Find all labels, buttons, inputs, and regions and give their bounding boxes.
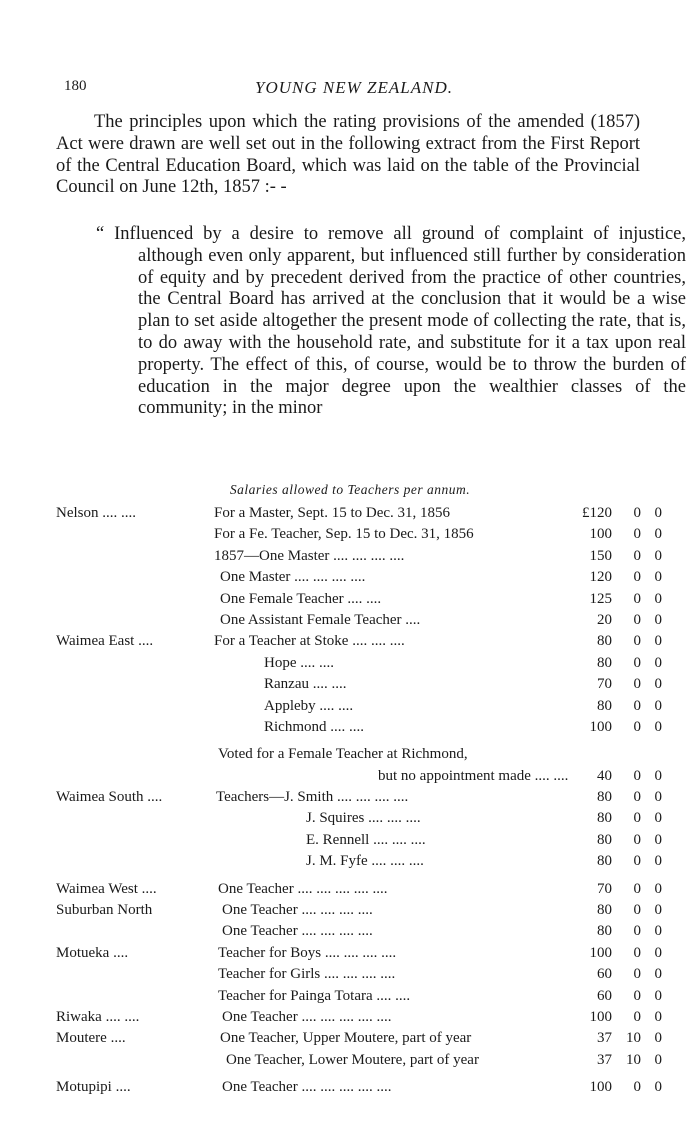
table-row	[56, 766, 666, 787]
row-description: J. Squires .... .... ....	[306, 810, 421, 827]
table-row	[56, 943, 666, 964]
amount-pounds: 80	[597, 789, 612, 806]
row-location: Motupipi ....	[56, 1079, 131, 1096]
amount-pounds: 40	[597, 767, 612, 784]
row-description: One Teacher .... .... .... .... ....	[222, 1008, 392, 1025]
amount-shillings: 0	[633, 966, 641, 983]
amount-shillings: 0	[633, 767, 641, 784]
table-row	[56, 921, 666, 942]
table-row	[56, 830, 666, 851]
row-location: Waimea South ....	[56, 789, 163, 806]
amount-shillings: 0	[633, 1008, 641, 1025]
amount-pounds: 125	[589, 590, 612, 607]
table-row	[56, 610, 666, 631]
table-row	[56, 1028, 666, 1049]
table-row	[56, 744, 666, 765]
row-description: Teacher for Girls .... .... .... ....	[218, 966, 396, 983]
amount-pence: 0	[654, 526, 662, 543]
amount-pounds: £120	[582, 505, 612, 521]
amount-shillings: 0	[633, 880, 641, 897]
table-row	[56, 567, 666, 588]
amount-pounds: 60	[597, 966, 612, 983]
amount-pounds: 80	[597, 831, 612, 848]
amount-shillings: 0	[633, 923, 641, 940]
row-location: Waimea West ....	[56, 880, 157, 897]
table-row	[56, 503, 666, 524]
table-row	[56, 1077, 666, 1098]
row-description: J. M. Fyfe .... .... ....	[306, 853, 424, 870]
row-description: but no appointment made .... ....	[378, 767, 569, 784]
amount-pounds: 100	[589, 944, 612, 961]
row-description: Teachers—J. Smith .... .... .... ....	[216, 789, 409, 806]
amount-shillings: 0	[633, 697, 641, 714]
amount-shillings: 0	[633, 944, 641, 961]
row-description: One Teacher, Lower Moutere, part of year	[226, 1051, 479, 1068]
amount-pence: 0	[654, 987, 662, 1004]
amount-pounds: 120	[589, 569, 612, 586]
row-description: For a Master, Sept. 15 to Dec. 31, 1856	[214, 505, 451, 521]
amount-pounds: 100	[589, 718, 612, 735]
amount-pence: 0	[654, 547, 662, 564]
amount-pence: 0	[654, 697, 662, 714]
row-description: Hope .... ....	[264, 654, 334, 671]
row-description: Teacher for Boys .... .... .... ....	[218, 944, 397, 961]
amount-pounds: 80	[597, 810, 612, 827]
amount-shillings: 0	[633, 1079, 641, 1096]
amount-pence: 0	[654, 654, 662, 671]
table-row	[56, 964, 666, 985]
amount-pence: 0	[654, 611, 662, 628]
amount-pounds: 80	[597, 923, 612, 940]
table-row	[56, 808, 666, 829]
amount-pence: 0	[654, 569, 662, 586]
amount-shillings: 0	[633, 526, 641, 543]
amount-shillings: 0	[633, 590, 641, 607]
table-row	[56, 546, 666, 567]
amount-pounds: 70	[597, 880, 612, 897]
page-header	[64, 78, 644, 102]
amount-pence: 0	[654, 590, 662, 607]
amount-shillings: 0	[633, 505, 641, 521]
amount-pence: 0	[654, 1079, 662, 1096]
amount-pounds: 100	[589, 1008, 612, 1025]
amount-pence: 0	[654, 966, 662, 983]
table-row	[56, 1050, 666, 1071]
row-location: Moutere ....	[56, 1030, 126, 1047]
body-paragraph	[56, 112, 640, 199]
quoted-extract: “ Influenced by a desire to remove all ground of complaint of injustice, although even only apparent, but influenced still further by consideration of equity and by precedent derived from the practice of other countries, the Central Board has arrived at the conclusion that it would be a wise plan to set aside altogether the present mode of collecting the rate, that is, to do away with the household rate, and substitute for it a tax upon real property. The effect of this, of course, would be to throw the burden of education in the major degree upon the wealthier classes of the community; in the minor	[96, 224, 686, 419]
page-number: 180	[64, 78, 87, 94]
amount-shillings: 0	[633, 831, 641, 848]
amount-shillings: 0	[633, 676, 641, 693]
amount-pence: 0	[654, 789, 662, 806]
amount-pence: 0	[654, 1030, 662, 1047]
amount-pounds: 70	[597, 676, 612, 693]
amount-pounds: 150	[589, 547, 612, 564]
running-title: YOUNG NEW ZEALAND.	[255, 78, 453, 97]
row-description: Appleby .... ....	[264, 697, 354, 714]
amount-pounds: 100	[589, 526, 612, 543]
row-description: One Teacher .... .... .... ....	[222, 923, 373, 940]
amount-pounds: 80	[597, 902, 612, 919]
amount-pence: 0	[654, 831, 662, 848]
row-description: One Master .... .... .... ....	[220, 569, 366, 586]
table-row	[56, 900, 666, 921]
amount-pounds: 100	[589, 1079, 612, 1096]
body-paragraph-text: The principles upon which the rating provisions of the amended (1857) Act were drawn are well set out in the following extract from the First Report of the Central Education Board, which was laid on the table of the Provincial Council on June 12th, 1857 :- -	[56, 112, 640, 198]
table-row	[56, 717, 666, 738]
amount-pence: 0	[654, 1008, 662, 1025]
amount-shillings: 0	[633, 987, 641, 1004]
row-description: Richmond .... ....	[264, 718, 364, 735]
table-row	[56, 674, 666, 695]
amount-pounds: 37	[597, 1030, 612, 1047]
amount-shillings: 0	[633, 902, 641, 919]
salary-table	[56, 503, 666, 1099]
row-description: One Teacher, Upper Moutere, part of year	[220, 1030, 472, 1047]
row-location: Riwaka .... ....	[56, 1008, 140, 1025]
amount-pence: 0	[654, 880, 662, 897]
row-description: Ranzau .... ....	[264, 676, 347, 693]
amount-pounds: 37	[597, 1051, 612, 1068]
table-row	[56, 851, 666, 872]
amount-shillings: 10	[626, 1030, 641, 1047]
table-row	[56, 1007, 666, 1028]
row-description: Voted for a Female Teacher at Richmond,	[218, 746, 468, 763]
table-row	[56, 696, 666, 717]
amount-pounds: 60	[597, 987, 612, 1004]
row-location: Nelson .... ....	[56, 505, 136, 521]
amount-shillings: 0	[633, 633, 641, 650]
amount-pounds: 80	[597, 633, 612, 650]
amount-pence: 0	[654, 767, 662, 784]
amount-pounds: 80	[597, 853, 612, 870]
amount-pence: 0	[654, 853, 662, 870]
row-description: One Teacher .... .... .... .... ....	[222, 1079, 392, 1096]
row-location: Motueka ....	[56, 944, 129, 961]
amount-pounds: 80	[597, 654, 612, 671]
table-row	[56, 524, 666, 545]
table-caption: Salaries allowed to Teachers per annum.	[229, 482, 471, 497]
table-row	[56, 986, 666, 1007]
amount-pence: 0	[654, 633, 662, 650]
amount-shillings: 0	[633, 547, 641, 564]
row-location: Waimea East ....	[56, 633, 154, 650]
row-description: For a Fe. Teacher, Sep. 15 to Dec. 31, 1856	[214, 526, 474, 543]
amount-pounds: 80	[597, 697, 612, 714]
amount-shillings: 0	[633, 611, 641, 628]
row-description: One Assistant Female Teacher ....	[220, 611, 421, 628]
amount-shillings: 0	[633, 569, 641, 586]
amount-shillings: 10	[626, 1051, 641, 1068]
table-row	[56, 589, 666, 610]
amount-shillings: 0	[633, 810, 641, 827]
table-row	[56, 787, 666, 808]
amount-pence: 0	[654, 810, 662, 827]
row-description: One Teacher .... .... .... .... ....	[218, 880, 388, 897]
amount-pence: 0	[654, 923, 662, 940]
table-row	[56, 631, 666, 652]
row-description: For a Teacher at Stoke .... .... ....	[214, 633, 405, 650]
row-description: 1857—One Master .... .... .... ....	[214, 547, 405, 564]
amount-pence: 0	[654, 676, 662, 693]
amount-shillings: 0	[633, 789, 641, 806]
amount-pence: 0	[654, 1051, 662, 1068]
row-location: Suburban North	[56, 902, 153, 919]
amount-pence: 0	[654, 505, 662, 521]
row-description: E. Rennell .... .... ....	[306, 831, 426, 848]
amount-pence: 0	[654, 718, 662, 735]
row-description: One Female Teacher .... ....	[220, 590, 382, 607]
table-row	[56, 879, 666, 900]
row-description: One Teacher .... .... .... ....	[222, 902, 373, 919]
amount-shillings: 0	[633, 853, 641, 870]
row-description: Teacher for Painga Totara .... ....	[218, 987, 411, 1004]
amount-shillings: 0	[633, 654, 641, 671]
amount-pounds: 20	[597, 611, 612, 628]
table-row	[56, 653, 666, 674]
amount-pence: 0	[654, 902, 662, 919]
amount-pence: 0	[654, 944, 662, 961]
amount-shillings: 0	[633, 718, 641, 735]
